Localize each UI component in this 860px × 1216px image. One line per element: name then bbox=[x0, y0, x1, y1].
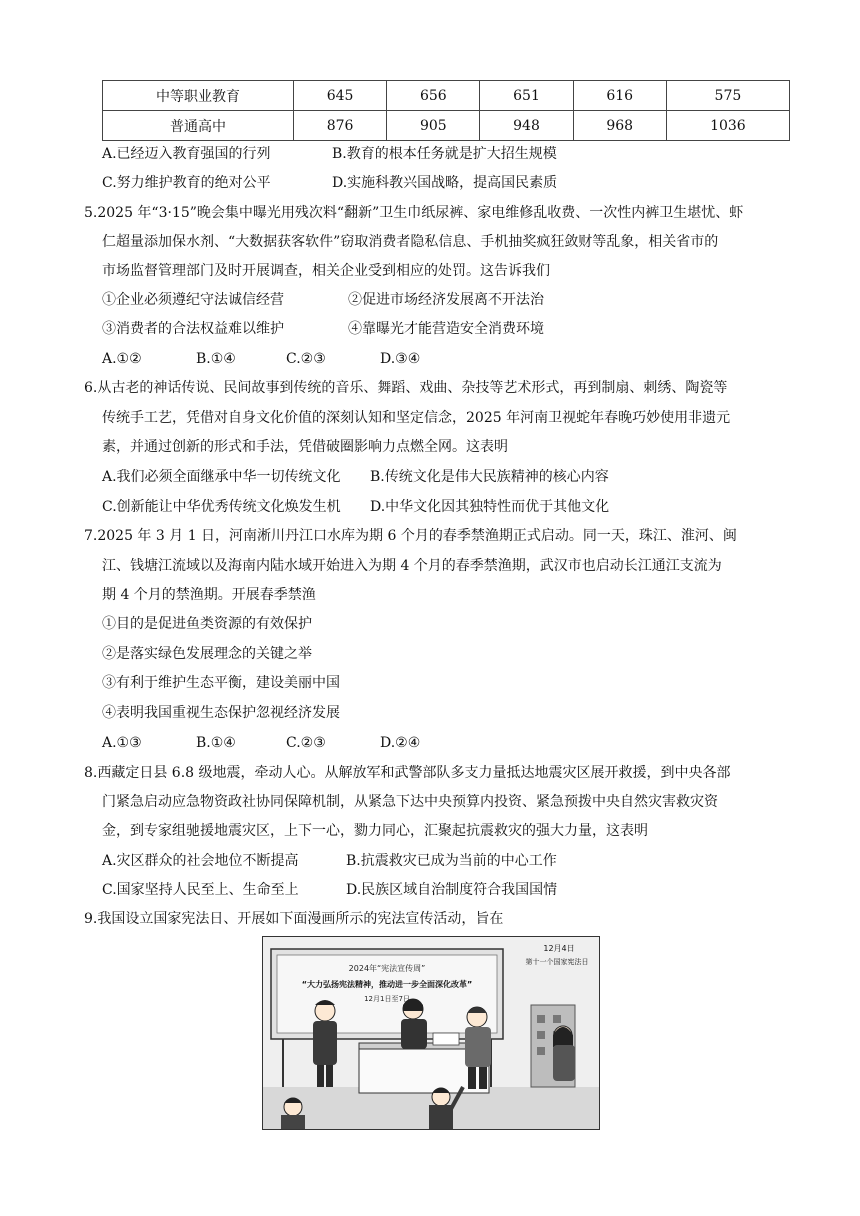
q5-stem-line: 市场监督管理部门及时开展调查，相关企业受到相应的处罚。这告诉我们 bbox=[102, 263, 550, 279]
q5-stem-line: 仁超量添加保水剂、“大数据获客软件”窃取消费者隐私信息、手机抽奖疯狂敛财等乱象，相关省市的 bbox=[102, 234, 719, 250]
table-cell: 1036 bbox=[666, 111, 789, 141]
cartoon-illustration bbox=[263, 937, 599, 1129]
q7-option-a: A.①③ bbox=[102, 735, 142, 751]
table-cell: 645 bbox=[294, 81, 387, 111]
q6-option-d: D.中华文化因其独特性而优于其他文化 bbox=[370, 499, 610, 515]
row-label: 中等职业教育 bbox=[103, 81, 294, 111]
banner-line-3: 12月1日至7日 bbox=[364, 995, 410, 1003]
q5-option-a: A.①② bbox=[102, 351, 142, 367]
corner-caption: 第十一个国家宪法日 bbox=[525, 958, 589, 966]
constitution-day-cartoon bbox=[262, 936, 600, 1130]
q7-option-d: D.②④ bbox=[380, 735, 421, 751]
q4-option-d: D.实施科教兴国战略，提高国民素质 bbox=[332, 175, 558, 191]
q7-option-b: B.①④ bbox=[196, 735, 236, 751]
q5-statement-1: ①企业必须遵纪守法诚信经营 bbox=[102, 292, 284, 308]
q5-stem-line: 5.2025 年“3·15”晚会集中曝光用残次料“翻新”卫生巾纸尿裤、家电维修乱收费、一次性内裤卫生堪忧、虾 bbox=[84, 205, 744, 221]
q7-stem-line: 期 4 个月的禁渔期。开展春季禁渔 bbox=[102, 587, 316, 603]
q8-stem-line: 门紧急启动应急物资政社协同保障机制，从紧急下达中央预算内投资、紧急预拨中央自然灾害救灾资 bbox=[102, 794, 718, 810]
q8-stem-line: 金，到专家组驰援地震灾区，上下一心，勠力同心，汇聚起抗震救灾的强大力量，这表明 bbox=[102, 823, 648, 839]
q5-option-d: D.③④ bbox=[380, 351, 421, 367]
education-stats-table bbox=[102, 80, 790, 141]
q8-option-c: C.国家坚持人民至上、生命至上 bbox=[102, 882, 299, 898]
q5-statement-4: ④靠曝光才能营造安全消费环境 bbox=[348, 321, 544, 337]
q7-option-c: C.②③ bbox=[286, 735, 326, 751]
q8-option-b: B.抗震救灾已成为当前的中心工作 bbox=[346, 853, 557, 869]
q6-option-c: C.创新能让中华优秀传统文化焕发生机 bbox=[102, 499, 341, 515]
table-cell: 968 bbox=[573, 111, 666, 141]
q8-option-d: D.民族区域自治制度符合我国国情 bbox=[346, 882, 558, 898]
table-cell: 876 bbox=[294, 111, 387, 141]
q4-option-a: A.已经迈入教育强国的行列 bbox=[102, 146, 271, 162]
table-cell: 616 bbox=[573, 81, 666, 111]
table-cell: 575 bbox=[666, 81, 789, 111]
q7-statement-1: ①目的是促进鱼类资源的有效保护 bbox=[102, 616, 312, 632]
q5-option-c: C.②③ bbox=[286, 351, 326, 367]
q5-option-b: B.①④ bbox=[196, 351, 236, 367]
q7-statement-2: ②是落实绿色发展理念的关键之举 bbox=[102, 646, 312, 662]
table-cell: 905 bbox=[387, 111, 480, 141]
q8-stem-line: 8.西藏定日县 6.8 级地震，牵动人心。从解放军和武警部队多支力量抵达地震灾区展开救援，到中央各部 bbox=[84, 765, 731, 781]
q5-statement-3: ③消费者的合法权益难以维护 bbox=[102, 321, 284, 337]
table-cell: 656 bbox=[387, 81, 480, 111]
q7-stem-line: 江、钱塘江流域以及海南内陆水域开始进入为期 4 个月的春季禁渔期，武汉市也启动长江通江支流为 bbox=[102, 558, 722, 574]
q4-option-c: C.努力维护教育的绝对公平 bbox=[102, 175, 271, 191]
banner-line-2: “大力弘扬宪法精神，推动进一步全面深化改革” bbox=[301, 980, 473, 989]
table-cell: 948 bbox=[480, 111, 573, 141]
q7-stem-line: 7.2025 年 3 月 1 日，河南淅川丹江口水库为期 6 个月的春季禁渔期正式启动。同一天，珠江、淮河、闽 bbox=[84, 528, 737, 544]
q6-stem-line: 6.从古老的神话传说、民间故事到传统的音乐、舞蹈、戏曲、杂技等艺术形式，再到制扇、刺绣、陶瓷等 bbox=[84, 380, 728, 396]
table-row bbox=[103, 81, 790, 111]
table-row bbox=[103, 111, 790, 141]
q6-stem-line: 传统手工艺，凭借对自身文化价值的深刻认知和坚定信念，2025 年河南卫视蛇年春晚巧妙使用非遗元 bbox=[102, 410, 731, 426]
q8-option-a: A.灾区群众的社会地位不断提高 bbox=[102, 853, 299, 869]
table-cell: 651 bbox=[480, 81, 573, 111]
row-label: 普通高中 bbox=[103, 111, 294, 141]
q7-statement-4: ④表明我国重视生态保护忽视经济发展 bbox=[102, 705, 340, 721]
q6-stem-line: 素，并通过创新的形式和手法，凭借破圈影响力点燃全网。这表明 bbox=[102, 439, 508, 455]
q7-statement-3: ③有利于维护生态平衡，建设美丽中国 bbox=[102, 675, 340, 691]
q9-stem-line: 9.我国设立国家宪法日、开展如下面漫画所示的宪法宣传活动，旨在 bbox=[84, 911, 504, 927]
corner-date: 12月4日 bbox=[543, 944, 575, 953]
q5-statement-2: ②促进市场经济发展离不开法治 bbox=[348, 292, 544, 308]
q6-option-b: B.传统文化是伟大民族精神的核心内容 bbox=[370, 469, 609, 485]
q6-option-a: A.我们必须全面继承中华一切传统文化 bbox=[102, 469, 341, 485]
q4-option-b: B.教育的根本任务就是扩大招生规模 bbox=[332, 146, 557, 162]
banner-line-1: 2024年“宪法宣传周” bbox=[348, 964, 426, 973]
